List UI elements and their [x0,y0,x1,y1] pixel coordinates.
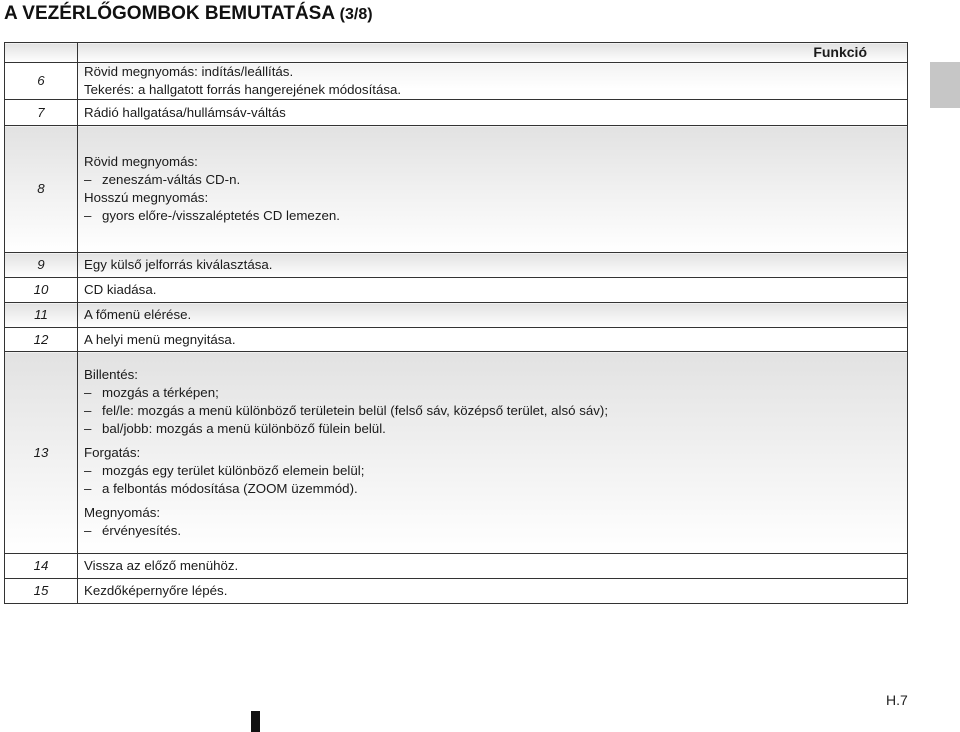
row-number: 14 [5,554,78,579]
row-text: Rádió hallgatása/hullámsáv-váltás [78,100,908,126]
table-row [5,303,908,328]
table-row [5,554,908,579]
table-row [5,579,908,604]
row8-dash1: – zeneszám-váltás CD-n. [84,171,901,189]
row-text: Egy külső jelforrás kiválasztása. [78,253,908,278]
table-row [5,126,908,253]
row-text [78,126,908,253]
row6-line1: Rövid megnyomás: indítás/leállítás. [84,64,294,79]
row13-dash4: – mozgás egy terület különböző elemein belül; [84,462,901,480]
row-number: 12 [5,328,78,352]
row-text: CD kiadása. [78,278,908,303]
row-number: 7 [5,100,78,126]
table-row [5,100,908,126]
row-number: 6 [5,63,78,100]
table-header-row [5,43,908,63]
header-funkcio: Funkció [78,43,908,63]
row13-line3: Megnyomás: [84,504,161,520]
row-number: 8 [5,126,78,253]
table-row [5,328,908,352]
row-text: A helyi menü megnyitása. [78,328,908,352]
row8-line1: Rövid megnyomás: [84,154,198,169]
crop-mark [251,711,260,732]
row13-dash5: – a felbontás módosítása (ZOOM üzemmód). [84,480,901,498]
table-row [5,352,908,554]
page-title-sub: (3/8) [339,6,373,23]
row-number: 13 [5,352,78,554]
row13-dash1: – mozgás a térképen; [84,384,901,402]
row13-line1: Billentés: [84,366,138,382]
row-text: Vissza az előző menühöz. [78,554,908,579]
table-row [5,253,908,278]
row13-dash2: – fel/le: mozgás a menü különböző területein belül (felső sáv, középső terület, alsó sáv); [84,402,901,420]
table-row [5,63,908,100]
row-text: A főmenü elérése. [78,303,908,328]
row8-dash2: – gyors előre-/visszaléptetés CD lemezen. [84,207,901,225]
row-number: 9 [5,253,78,278]
row-text [78,63,908,100]
table-row [5,278,908,303]
row6-line2: Tekerés: a hallgatott forrás hangerejének módosítása. [84,82,402,97]
row-text [78,352,908,554]
header-num-cell [5,43,78,63]
page-number: H.7 [886,692,908,708]
row-number: 11 [5,303,78,328]
row-number: 10 [5,278,78,303]
row8-line2: Hosszú megnyomás: [84,190,209,205]
page-title [4,3,373,25]
row13-dash6: – érvényesítés. [84,522,901,540]
side-tab-marker [930,62,960,108]
row-text: Kezdőképernyőre lépés. [78,579,908,604]
controls-table [4,42,908,604]
row-number: 15 [5,579,78,604]
page-title-main: A VEZÉRLŐGOMBOK BEMUTATÁSA [4,3,340,24]
row13-line2: Forgatás: [84,444,141,460]
row13-dash3: – bal/jobb: mozgás a menü különböző fülein belül. [84,420,901,438]
